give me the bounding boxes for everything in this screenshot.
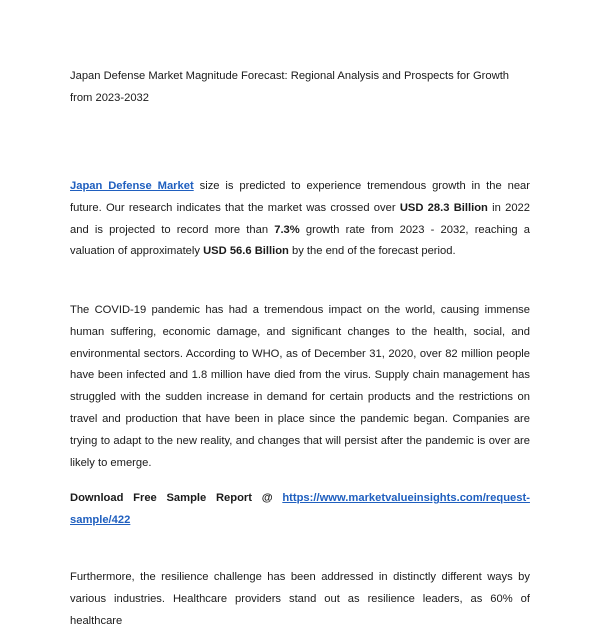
growth-rate: 7.3%: [274, 223, 300, 236]
resilience-paragraph: Furthermore, the resilience challenge has been addressed in distinctly different ways by various industries. Healthcare providers stand out as resilience leaders, as 60% of healthcare: [70, 571, 530, 627]
download-sample-paragraph: [70, 488, 530, 532]
free-word: Free: [133, 492, 157, 504]
summary-text-a: size is predicted to experience tremendous growth in the near future. Our research indicates that the market was crossed over: [70, 180, 530, 214]
download-link-continuation: [70, 510, 530, 532]
sample-word: Sample: [166, 492, 207, 504]
report-word: Report: [215, 492, 253, 504]
summary-text-d: by the end of the forecast period.: [288, 245, 456, 258]
japan-defense-market-link[interactable]: Japan Defense Market: [70, 180, 194, 192]
sample-request-link-continuation[interactable]: sample/422: [70, 513, 131, 526]
download-line: [70, 488, 530, 510]
market-summary-paragraph: [70, 176, 530, 263]
market-value-2022: USD 28.3 Billion: [399, 201, 488, 214]
sample-request-link[interactable]: https://www.marketvalueinsights.com/request-: [282, 492, 530, 504]
summary-text-b: in 2022 and is projected to record more than: [70, 201, 531, 236]
at-symbol: @: [261, 492, 273, 504]
document-title: Japan Defense Market Magnitude Forecast: Regional Analysis and Prospects for Growth from 2023-2032: [70, 70, 510, 104]
summary-text-c: growth rate from 2023 - 2032, reaching a valuation of approximately: [70, 223, 530, 258]
download-word: Download: [70, 492, 124, 504]
covid-impact-paragraph: The COVID-19 pandemic has had a tremendous impact on the world, causing immense human suffering, economic damage, and significant changes to the health, social, and environmental sectors. According to WHO, as of December 31, 2020, over 82 million people have been infected and 1.8 million have died from the virus. Supply chain management has struggled with the sudden increase in demand for certain products and the restrictions on travel and production that have been in place since the pandemic began. Companies are trying to adapt to the new reality, and changes that will persist after the pandemic is over are likely to emerge.: [70, 304, 530, 469]
market-value-forecast: USD 56.6 Billion: [203, 245, 289, 258]
